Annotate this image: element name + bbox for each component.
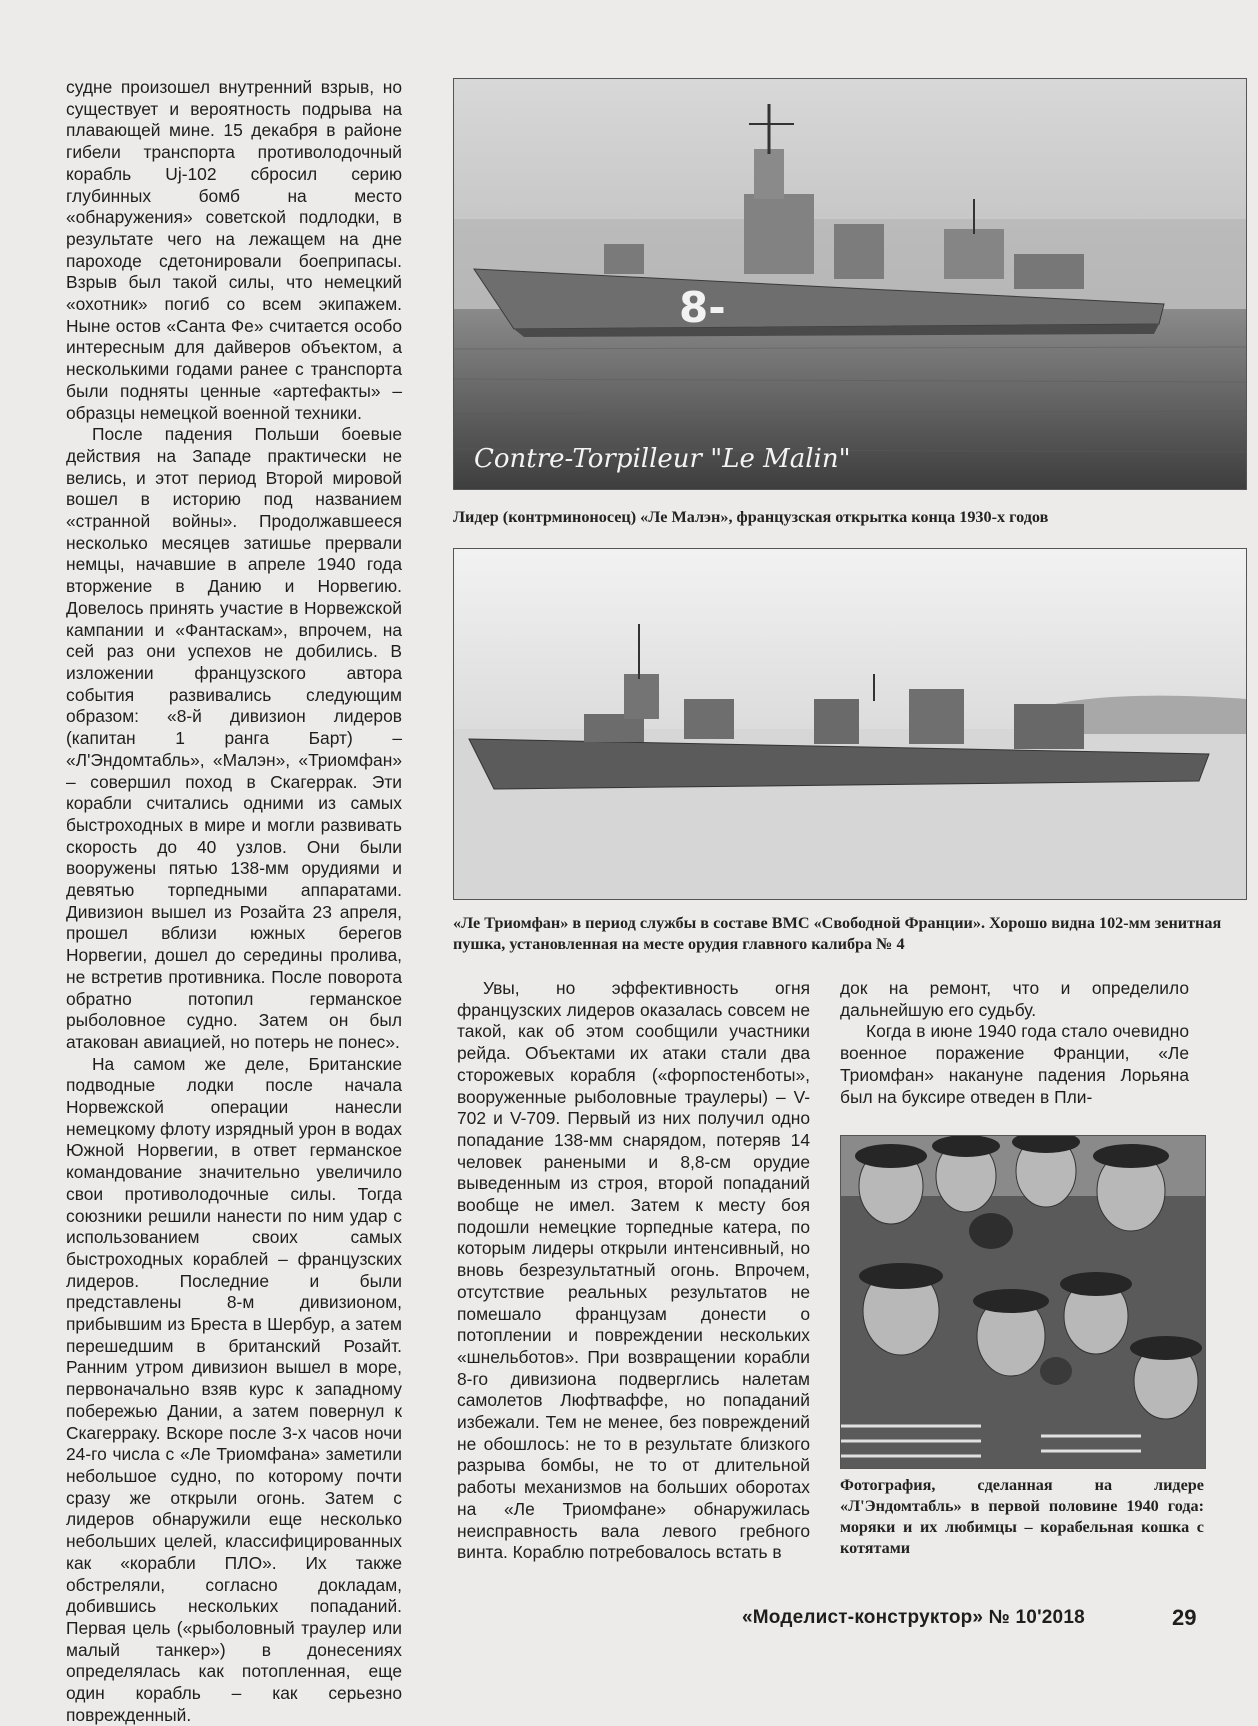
paragraph: судне произошел внутренний взрыв, но существует и вероятность подрыва на плавающей мине. 15 декабря в районе гибели транспорта противолодочный корабль Uj-102 сбросил серию глубинных бомб на место «обнаружения» советской подлодки, в результате чего на лежащем на дне пароходе сдетонировали боеприпасы. Взрыв был такой силы, что немецкий «охотник» погиб со всем экипажем. Ныне остов «Санта Фе» считается особо интересным для дайверов объектом, а несколькими годами ранее с транспорта были подняты ценные «артефакты» – образцы немецкой военной техники. xyxy=(66,77,402,423)
paragraph: На самом же деле, Британские подводные лодки после начала Норвежской операции нанесли немецкому флоту изрядный урон в водах Южной Норвегии, в ответ германское командование значительно увеличило свои противолодочные силы. Тогда союзники решили нанести по ним удар с использованием своих самых быстроходных кораблей – французских лидеров. Последние и были представлены 8-м дивизионом, прибывшим из Бреста в Шербур, а затем перешедшим в британский Розайт. Ранним утром дивизион вышел в море, первоначально взяв курс к западному побережью Дании, а затем повернул к Скагерраку. Вскоре после 3-х часов ночи 24-го числа с «Ле Триомфана» заметили небольшое судно, по которому почти сразу же открыли огонь. Затем с лидеров обнаружили еще несколько небольших целей, классифицированных как «корабли ПЛО». Их также обстреляли, согласно докладам, добившись нескольких попаданий. Первая цель («рыболовный траулер или малый танкер») в донесениях определялась как потопленная, еще один корабль – как серьезно поврежденный. xyxy=(66,1053,402,1725)
hull-number: 8- xyxy=(679,283,726,332)
ship-photo-image xyxy=(454,79,1246,489)
paragraph: После падения Польши боевые действия на Западе практически не велись, и этот период Второй мировой вошел в историю под названием «странной войны». Продолжавшееся несколько месяцев затишье прервали немцы, начавшие в апреле 1940 года вторжение в Данию и Норвегию. Довелось принять участие в Норвежской кампании и «Фантаскам», впрочем, на сей раз они успехов не добились. В изложении французского автора события развивались следующим образом: «8-й дивизион лидеров (капитан 1 ранга Барт) – «Л'Эндомтабль», «Малэн», «Триомфан» – совершил поход в Скагеррак. Эти корабли считались одними из самых быстроходных в мире и могли развивать скорость до 40 узлов. Они были вооружены пятью 138-мм орудиями и девятью торпедными аппаратами. Дивизион вышел из Розайта 23 апреля, прошел вблизи южных берегов Норвегии, дошел до середины пролива, не встретив противника. После поворота обратно потопил германское рыболовное судно. Затем он был атакован авиацией, но потерь не понес». xyxy=(66,424,402,1052)
photo-caption: Лидер (контрминоносец) «Ле Малэн», французская открытка конца 1930-х годов xyxy=(453,508,1049,526)
photo-caption: Фотография, сделанная на лидере «Л'Эндомтабль» в первой половине 1940 года: моряки и их любимцы – корабельная кошка с котятами xyxy=(840,1476,1204,1557)
ship-photo-image xyxy=(454,549,1246,899)
sailors-photo-image xyxy=(841,1136,1205,1468)
postcard-inscription: Contre-Torpilleur "Le Malin" xyxy=(474,444,851,474)
article-column-1 xyxy=(66,77,402,1726)
photo-sailors xyxy=(840,1135,1206,1469)
paragraph: Когда в июне 1940 года стало очевидно военное поражение Франции, «Ле Триомфан» накануне падения Лорьяна был на буксире отведен в Пли- xyxy=(840,1021,1189,1107)
magazine-footer: «Моделист-конструктор» № 10'2018 xyxy=(742,1607,1085,1628)
paragraph: док на ремонт, что и определило дальнейшую его судьбу. xyxy=(840,978,1189,1020)
page-number: 29 xyxy=(1172,1605,1197,1630)
article-column-2 xyxy=(457,978,810,1564)
photo-le-triomphant xyxy=(453,548,1247,900)
photo-le-malin xyxy=(453,78,1247,490)
photo-caption: «Ле Триомфан» в период службы в составе ВМС «Свободной Франции». Хорошо видна 102-мм зенитная пушка, установленная на месте орудия главного калибра № 4 xyxy=(453,914,1222,953)
paragraph: Увы, но эффективность огня французских лидеров оказалась совсем не такой, как об этом сообщили участники рейда. Объектами их атаки стали два сторожевых корабля («форпостенботы», вооруженные рыболовные траулеры) – V-702 и V-709. Первый из них получил одно попадание 138-мм снарядом, потеряв 14 человек ранеными и 8,8-см орудие выведенным из строя, второй попаданий вообще не имел. Затем к месту боя подошли немецкие торпедные катера, по которым лидеры открыли интенсивный, но вновь безрезультатный огонь. Впрочем, отсутствие реальных результатов не помешало французам донести о потоплении и повреждении нескольких «шнельботов». При возвращении корабли 8-го дивизиона подверглись налетам самолетов Люфтваффе, но попаданий избежали. Тем не менее, без повреждений не обошлось: не то в результате близкого разрыва бомбы, не то от длительной работы механизмов на больших оборотах на «Ле Триомфане» обнаружилась неисправность вала левого гребного винта. Кораблю потребовалось встать в xyxy=(457,978,810,1563)
article-column-3 xyxy=(840,978,1189,1108)
